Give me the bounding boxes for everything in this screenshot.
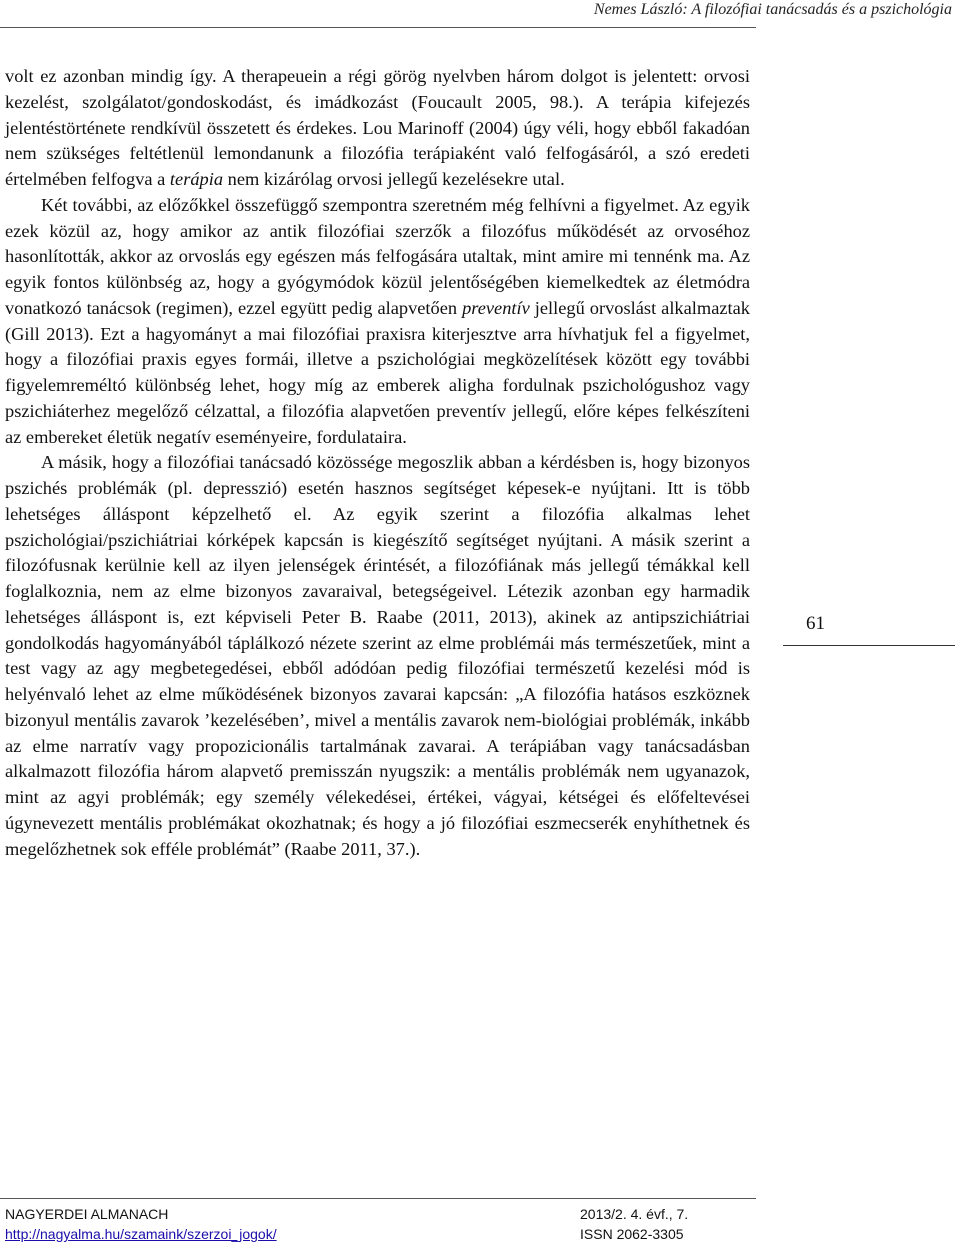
paragraph bbox=[5, 193, 750, 451]
page-number: 61 bbox=[806, 613, 825, 634]
running-header: Nemes László: A filozófiai tanácsadás és a pszichológia bbox=[593, 1, 952, 18]
footer-divider bbox=[0, 1198, 756, 1199]
issue-info: 2013/2. 4. évf., 7. bbox=[580, 1206, 689, 1222]
paragraph-text: Két további, az előzőkkel összefüggő szempontra szeretném még felhívni a figyelmet. Az egyik ezek közül az, hogy amikor az antik filozófiai szerzők a filozófus működését az orvoséhoz hasonlították, akkor az orvoslás egy egészen más felfogására utaltak, mint amire mi tennénk ma. Az egyik fontos különbség az, hogy a gyógymódok közül jelentőségében kiemelkedtek az életmódra vonatkozó tanácsok (regimen), ezzel együtt pedig alapvetően bbox=[5, 194, 750, 318]
paragraph-text: nem kizárólag orvosi jellegű kezelésekre utal. bbox=[223, 169, 565, 189]
paragraph bbox=[5, 450, 750, 862]
copyright-link[interactable]: http://nagyalma.hu/szamaink/szerzoi_jogok/ bbox=[5, 1226, 277, 1242]
footer-left bbox=[5, 1204, 277, 1244]
page-number-divider bbox=[783, 645, 955, 646]
paragraph bbox=[5, 64, 750, 193]
paragraph-text: jellegű orvoslást alkalmaztak (Gill 2013). Ezt a hagyományt a mai filozófiai praxisra kiterjesztve arra hívhatjuk fel a figyelmet, hogy a filozófiai praxis egyes formái, illetve a pszichológiai megközelítések között egy további figyelemreméltó különbség lehet, hogy míg az emberek aligha fordulnak pszichológushoz vagy pszichiáterhez megelőző célzattal, a filozófia alapvetően preventív jellegű, előre képes felkészíteni az embereket életük negatív eseményeire, fordulataira. bbox=[5, 297, 750, 447]
paragraph-text: volt ez azonban mindig így. A therapeuein a régi görög nyelvben három dolgot is jelentett: orvosi kezelést, szolgálatot/gondoskodást, és imádkozást (Foucault 2005, 98.). A terápia kifejezés jelentéstörténete rendkívül összetett és érdekes. Lou Marinoff (2004) úgy véli, hogy ebből fakadóan nem szükséges feltétlenül lemondanunk a filozófia terápiaként való felfogásáról, a szó eredeti értelmében felfogva a bbox=[5, 66, 750, 189]
issn: ISSN 2062-3305 bbox=[580, 1226, 684, 1242]
journal-name: NAGYERDEI ALMANACH bbox=[5, 1206, 169, 1222]
emphasized-term: preventív bbox=[462, 297, 530, 318]
paragraph-text: A másik, hogy a filozófiai tanácsadó közössége megoszlik abban a kérdésben is, hogy bizonyos pszichés problémák (pl. depresszió) esetén hasznos segítséget képesek-e nyújtani. Itt is több lehetséges álláspont képzelhető el. Az egyik szerint a filozófia alkalmas lehet pszichológiai/pszichiátriai kórképek kapcsán is kiegészítő segítséget nyújtani. A másik szerint a filozófusnak kerülnie kell az ilyen jelenségek érintését, a filozófiának más jellegű témákkal kell foglalkoznia, nem az elme bizonyos zavaraival, betegségeivel. Létezik azonban egy harmadik lehetséges álláspont is, ezt képviseli Peter B. Raabe (2011, 2013), akinek az antipszichiátriai gondolkodás hagyományából táplálkozó nézete szerint az elme problémái más természetűek, mint a test vagy az agy megbetegedései, ebből adódóan pedig filozófiai természetű kezelési mód is helyénvaló lehet az elme működésének bizonyos zavarai kapcsán: „A filozófia hatásos eszköznek bizonyul mentális zavarok ’kezelésében’, mivel a mentális zavarok nem-biológiai problémák, inkább az elme narratív vagy propozicionális tartalmának zavarai. A terápiában vagy tanácsadásban alkalmazott filozófia három alapvető premisszán nyugszik: a mentális problémák nem ugyanazok, mint az agyi problémák; egy személy vélekedései, értékei, vágyai, kétségei és előfeltevései úgynevezett mentális problémákat okozhatnak; és hogy a jó filozófiai eszmecserék enyhíthetnek és megelőzhetnek sok efféle problémát” (Raabe 2011, 37.). bbox=[5, 452, 750, 859]
emphasized-term: terápia bbox=[169, 169, 224, 189]
header-divider bbox=[0, 27, 756, 28]
article-body bbox=[5, 64, 750, 862]
footer-right bbox=[580, 1204, 688, 1244]
